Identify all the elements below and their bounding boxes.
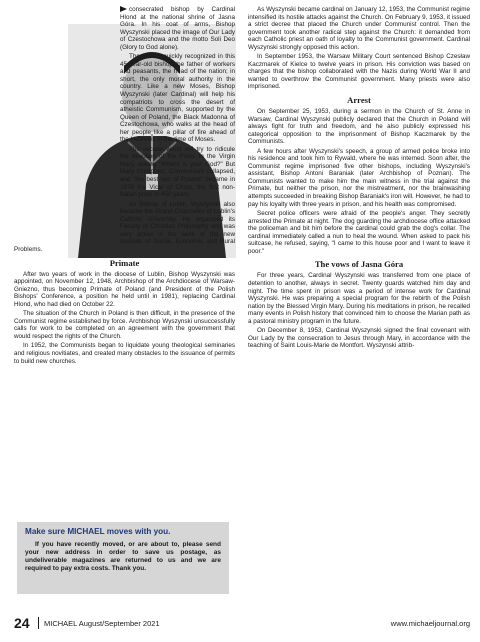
left-paragraph-intro: consecrated bishop by Cardinal Hlond at the national shrine of Jasna Góra. In his coat of arms, Bishop Wyszynski placed the image of Our Lady of Czestochowa and the motto Soli Deo (Glory to God alone).	[120, 6, 235, 51]
continuation-arrow-icon	[120, 6, 127, 12]
left-paragraph-4: After two years of work in the diocese of Lublin, Bishop Wyszynski was appointed, on November 12, 1948, Archbishop of the Archdiocese of Warsaw-Gniezno, thus becoming Primate of Poland (and President of the Polish Bishops' Conference, a position he held until in 1981), replacing Cardinal Hlond, who had died on October 22.	[14, 270, 235, 308]
left-column	[14, 6, 235, 367]
left-paragraph-6: In 1952, the Communists began to liquidate young theological seminaries and religious novitiates, and created many obstacles to the issuance of permits to build new churches.	[14, 342, 235, 365]
left-paragraph-3: As Bishop of Lublin, Wyszynski also became the Grand Chancellor of Lublin's Catholic University. He organized its Faculty of Christian Philosophy and was very active in the work of the new Institute of Social, Economic and Rural Problems.	[14, 200, 235, 253]
heading-arrest: Arrest	[347, 95, 371, 106]
left-paragraph-5: The situation of the Church in Poland is then difficult, in the presence of the Communist regime established by force. Archbishop Wyszynski unsuccessfully calls for work to be completed on an agreement with the government that would respect the rights of the Church.	[14, 310, 235, 340]
portrait-float-space	[14, 6, 116, 242]
right-paragraph-6: For three years, Cardinal Wyszynski was transferred from one place of detention to another, always in secret. Twenty guards watched him day and night. The time spent in prison was a period of intense work for Cardinal Wyszynski. He was preparing a special program for the rebirth of the Polish nation by the Blessed Virgin Mary. During his meditations in prison, he recalled many events in Polish history that convinced him to choose the Marian path as a pastoral ministry program in the future.	[248, 272, 470, 325]
right-paragraph-2: In September 1953, the Warsaw Military Court sentenced Bishop Czesław Kaczmarek of Kielce to twelve years in prison. His conviction was based on charges that the bishop collaborated with the Nazis during World War II and wanted to overthrow the Communist government. Many priests were also imprisoned.	[248, 53, 470, 91]
right-column	[248, 6, 470, 352]
publication-info: MICHAEL August/September 2021	[44, 619, 160, 628]
address-change-notice	[17, 522, 229, 594]
notice-title: Make sure MICHAEL moves with you.	[25, 527, 171, 536]
notice-body: If you have recently moved, or are about to, please send your new address in order to save us postage, as undeliverable magazines are returned to us and we are required to pay extra costs. Thank you.	[25, 541, 221, 572]
footer-divider	[38, 617, 39, 629]
right-paragraph-7: On December 8, 1953, Cardinal Wyszynski signed the final covenant with Our Lady by the consecration to Jesus through Mary, in accordance with the teaching of Saint Louis-Marie de Montfort. Wyszynski attrib-	[248, 327, 470, 350]
page-footer	[14, 615, 470, 631]
heading-vows: The vows of Jasna Góra	[314, 259, 404, 270]
page-number: 24	[14, 615, 30, 631]
right-paragraph-4: A few hours after Wyszynski's speech, a group of armed police broke into his residence and took him to Rywald, where he was interned. Soon after, the Communist regime imprisoned five other bishops, including Wyszynski's assistant, Bishop Antoni Baraniak (later Archbishop of Poznan). The Communists wanted to make him the main witness in the trial against the Primate, but neither the prison, nor the mistreatment, nor the brainwashing attempts succeeded in breaking Bishop Baraniak's iron will. However, he had to pay his loyalty with three years in prison, and his health was compromised.	[248, 147, 470, 208]
heading-primate: Primate	[109, 257, 140, 268]
left-paragraph-2: The secular world will try to ridicule the devotion of the Poles to the Virgin Mary, asking "Where is your God?" But Mary triumphed, Communism collapsed, and "the best son of Poland" became in 1978 the Vicar of Christ, the first non-Italian pope in 450 years.	[120, 145, 235, 199]
right-paragraph-5: Secret police officers were afraid of the people's anger. They secretly arrested the Primate at night. The dog guarding the archdiocese office attacked the policeman and bit him before the cardinal could grab the dog's collar. The cardinal immediately called a nun to heal the wound. When asked to pack his suitcase, he refused, saying, "I came to this house poor and I want to leave it poor."	[248, 210, 470, 255]
website-link[interactable]: www.michaeljournal.org	[390, 619, 470, 628]
left-paragraph-1: The faithful quickly recognized in this 45-year-old bishop the father of workers and peasants, the head of the nation; in short, the only moral authority in the country. Like a new Moses, Bishop Wyszynski (later Cardinal) will help his compatriots to cross the desert of atheistic Communism, supported by the Queen of Poland, the Black Madonna of Czestochowa, who walks at the head of her people like a pillar of fire ahead of the Hebrews in the time of Moses.	[120, 53, 235, 144]
right-paragraph-3: On September 25, 1953, during a sermon in the Church of St. Anne in Warsaw, Cardinal Wyszynski publicly declared that the Church in Poland will always fight for truth and freedom, and he also publicly expressed his categorical opposition to the imprisonment of Bishop Kaczmarek by the Communists.	[248, 108, 470, 146]
right-paragraph-1: As Wyszynski became cardinal on January 12, 1953, the Communist regime intensified its hostile attacks against the Church. On February 9, 1953, it issued a strict decree that placed the Church under Communist control. Then the government took another radical step against the Church: it demanded from each Catholic priest an oath of loyalty to the Communist government. Cardinal Wyszynski strongly opposed this action.	[248, 6, 470, 51]
